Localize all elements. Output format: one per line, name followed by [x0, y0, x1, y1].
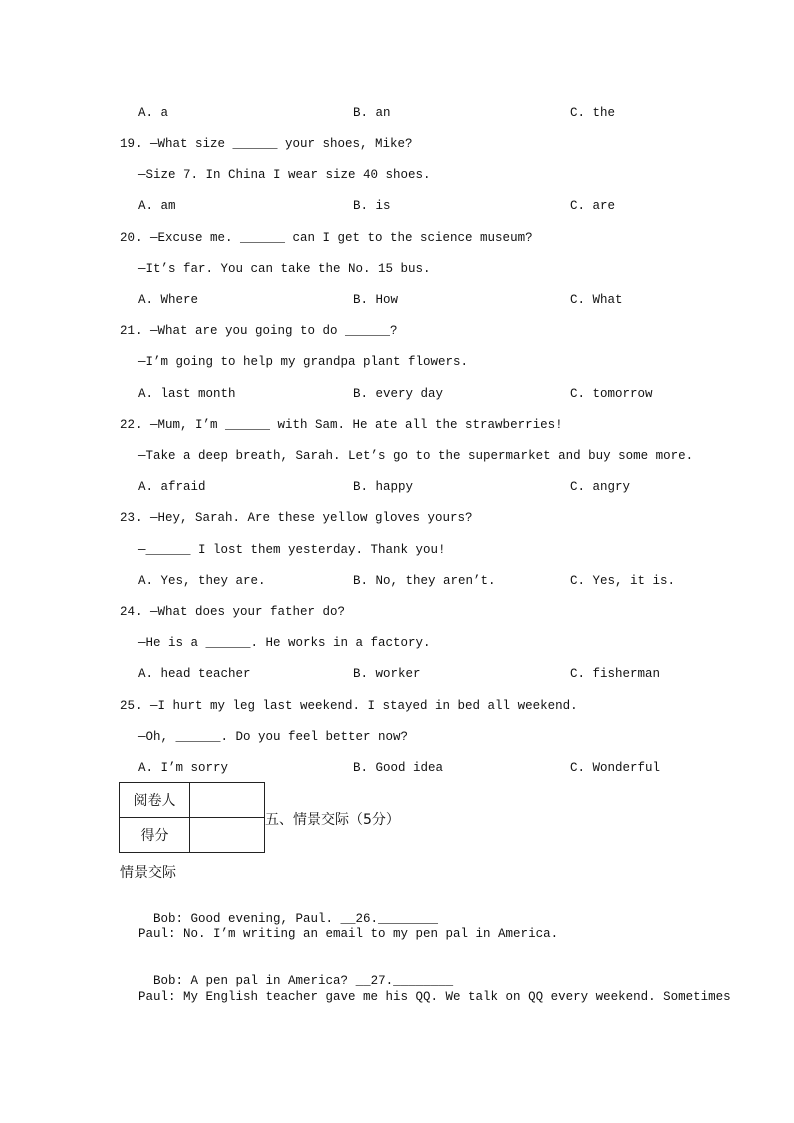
reviewer-cell: [190, 783, 265, 818]
question-21-stem: 21. —What are you going to do ______?: [120, 324, 398, 338]
question-24-reply: —He is a ______. He works in a factory.: [138, 636, 431, 650]
question-23-reply: —______ I lost them yesterday. Thank you!: [138, 543, 446, 557]
score-label: 得分: [120, 818, 190, 853]
question-25-option-b: B. Good idea: [353, 761, 444, 775]
question-23-option-a: A. Yes, they are.: [138, 574, 266, 588]
dialogue-line-1-text: Bob: Good evening, Paul.: [153, 912, 341, 926]
section-title: 五、情景交际（5分）: [265, 812, 400, 828]
question-22-stem: 22. —Mum, I’m ______ with Sam. He ate all the strawberries!: [120, 418, 563, 432]
question-19-option-a: A. am: [138, 199, 176, 213]
question-20-option-c: C. What: [570, 293, 623, 307]
question-21-option-a: A. last month: [138, 387, 236, 401]
question-19-option-b: B. is: [353, 199, 391, 213]
question-24-option-b: B. worker: [353, 667, 421, 681]
question-21-reply: —I’m going to help my grandpa plant flowers.: [138, 355, 469, 369]
question-22-reply: —Take a deep breath, Sarah. Let’s go to the supermarket and buy some more.: [138, 449, 694, 463]
question-20-option-a: A. Where: [138, 293, 199, 307]
question-21-option-c: C. tomorrow: [570, 387, 653, 401]
question-25-option-c: C. Wonderful: [570, 761, 661, 775]
question-23-stem: 23. —Hey, Sarah. Are these yellow gloves yours?: [120, 511, 473, 525]
question-24-option-c: C. fisherman: [570, 667, 661, 681]
question-22-option-c: C. angry: [570, 480, 631, 494]
dialogue-line-4: Paul: My English teacher gave me his QQ. We talk on QQ every weekend. Sometimes: [138, 990, 731, 1004]
question-22-option-a: A. afraid: [138, 480, 206, 494]
question-21-option-b: B. every day: [353, 387, 444, 401]
question-23-option-c: C. Yes, it is.: [570, 574, 676, 588]
blank-27: __27.________: [355, 974, 454, 988]
question-19-stem: 19. —What size ______ your shoes, Mike?: [120, 137, 413, 151]
question-20-stem: 20. —Excuse me. ______ can I get to the science museum?: [120, 231, 533, 245]
question-24-stem: 24. —What does your father do?: [120, 605, 346, 619]
question-25-reply: —Oh, ______. Do you feel better now?: [138, 730, 409, 744]
question-19-option-c: C. are: [570, 199, 616, 213]
reviewer-label: 阅卷人: [120, 783, 190, 818]
dialogue-line-1: [138, 895, 438, 927]
q18-option-b: B. an: [353, 106, 391, 120]
question-24-option-a: A. head teacher: [138, 667, 251, 681]
question-20-reply: —It’s far. You can take the No. 15 bus.: [138, 262, 431, 276]
question-25-stem: 25. —I hurt my leg last weekend. I stayed in bed all weekend.: [120, 699, 578, 713]
score-cell: [190, 818, 265, 853]
question-23-option-b: B. No, they aren’t.: [353, 574, 496, 588]
dialogue-line-3-text: Bob: A pen pal in America?: [153, 974, 356, 988]
blank-26: __26.________: [340, 912, 439, 926]
dialogue-line-3: [138, 957, 453, 989]
question-20-option-b: B. How: [353, 293, 399, 307]
question-22-option-b: B. happy: [353, 480, 414, 494]
dialogue-line-2: Paul: No. I’m writing an email to my pen pal in America.: [138, 927, 559, 941]
q18-option-c: C. the: [570, 106, 616, 120]
section-subtitle: 情景交际: [120, 865, 176, 881]
question-19-reply: —Size 7. In China I wear size 40 shoes.: [138, 168, 431, 182]
question-25-option-a: A. I’m sorry: [138, 761, 229, 775]
score-table: [119, 782, 265, 853]
q18-option-a: A. a: [138, 106, 169, 120]
